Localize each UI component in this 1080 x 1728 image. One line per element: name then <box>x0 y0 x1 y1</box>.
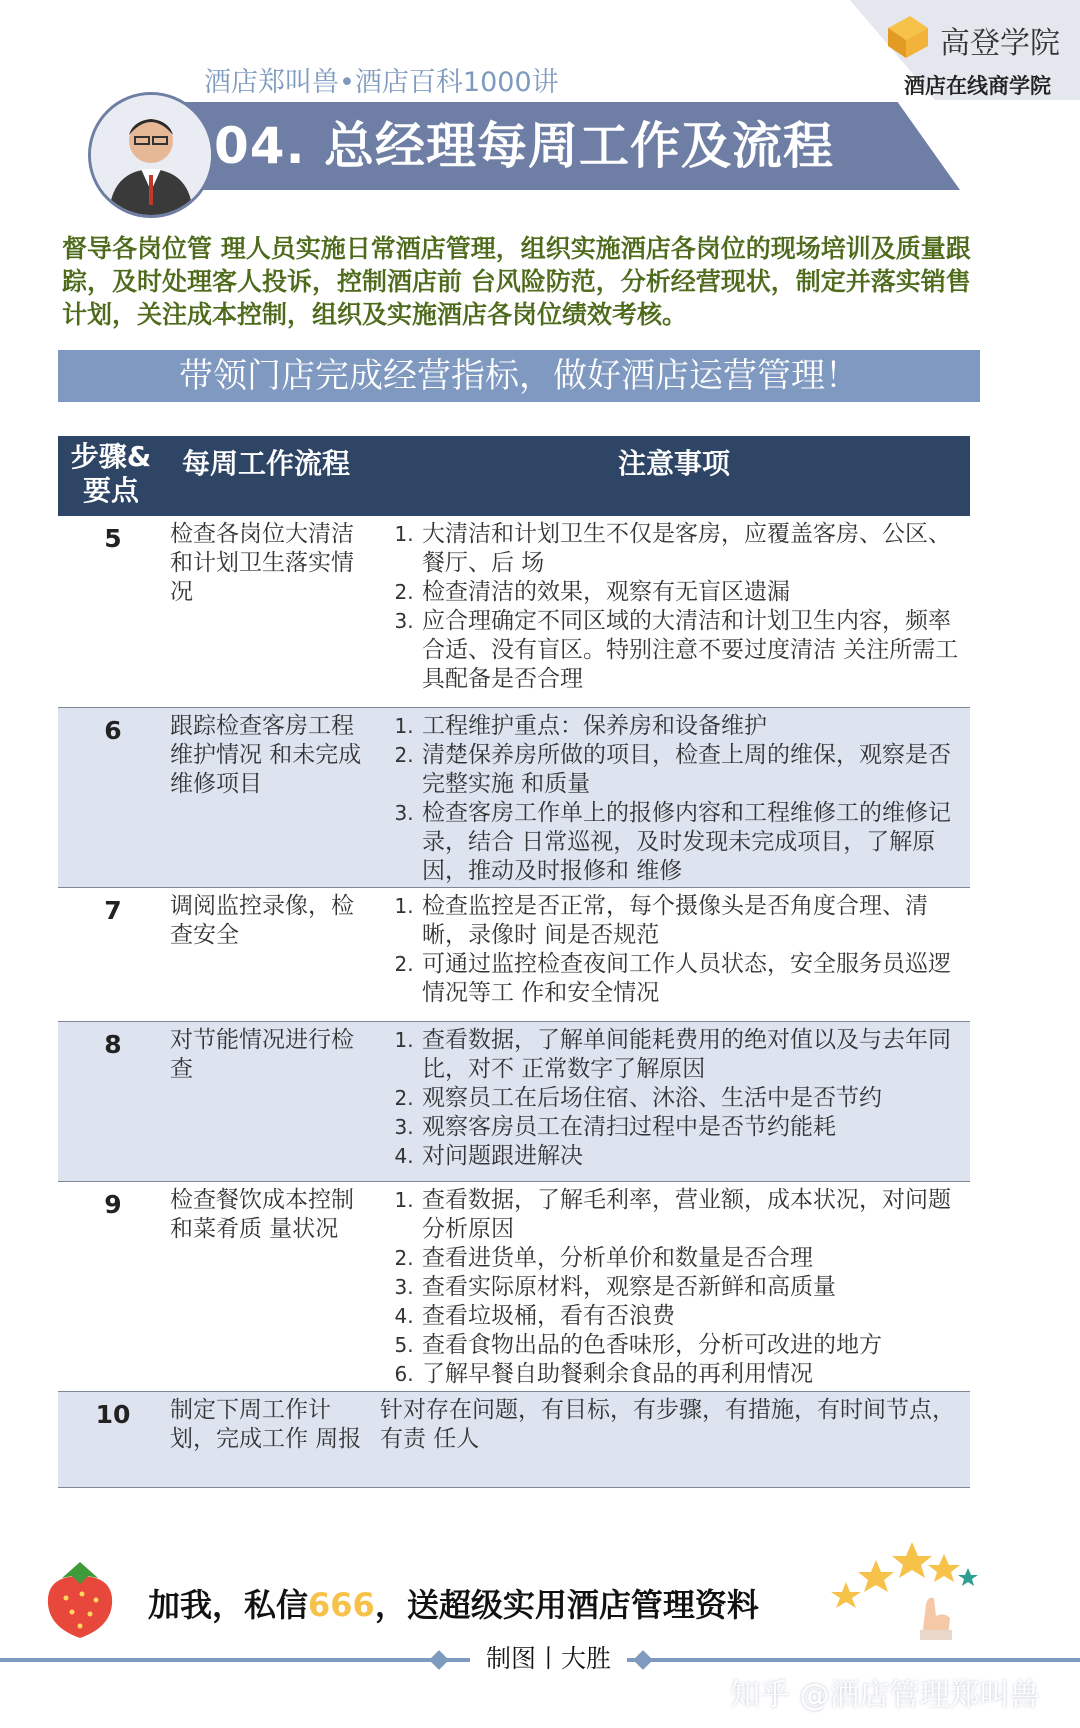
diamond-left-icon <box>429 1650 449 1670</box>
note-item: 3. 检查客房工作单上的报修内容和工程维修工的维修记录，结合 日常巡视，及时发现未完成项目，了解原因，推动及时报修和 维修 <box>420 799 966 886</box>
table-header <box>58 436 970 516</box>
step-number: 5 <box>104 524 122 553</box>
flow-cell: 制定下周工作计划，完成工作 周报 <box>170 1397 362 1452</box>
note-item: 1. 大清洁和计划卫生不仅是客房，应覆盖客房、公区、餐厅、后 场 <box>420 520 966 578</box>
note-item: 1. 检查监控是否正常，每个摄像头是否角度合理、清晰，录像时 间是否规范 <box>420 892 966 950</box>
header-notes: 注意事项 <box>618 447 731 480</box>
credit-text: 制图丨大胜 <box>470 1644 627 1674</box>
brand-name: 高登学院 <box>940 26 1060 61</box>
flow-cell: 调阅监控录像，检查安全 <box>170 893 354 948</box>
note-item: 2. 观察员工在后场住宿、沐浴、生活中是否节约 <box>420 1084 966 1113</box>
person-icon <box>91 95 211 215</box>
note-item: 3. 查看实际原材料，观察是否新鲜和高质量 <box>420 1273 966 1302</box>
note-item: 5. 查看食物出品的色香味形，分析可改进的地方 <box>420 1331 966 1360</box>
note-item: 2. 可通过监控检查夜间工作人员状态，安全服务员巡逻情况等工 作和安全情况 <box>420 950 966 1008</box>
step-number: 10 <box>95 1400 131 1429</box>
page-title: 04. 总经理每周工作及流程 <box>214 117 834 175</box>
table-row <box>58 1182 970 1392</box>
note-item: 2. 清楚保养房所做的项目，检查上周的维保，观察是否完整实施 和质量 <box>420 741 966 799</box>
notes-cell <box>388 892 966 1008</box>
note-item: 1. 查看数据，了解单间能耗费用的绝对值以及与去年同比，对不 正常数字了解原因 <box>420 1026 966 1084</box>
flow-cell: 检查各岗位大清洁和计划卫生落实情况 <box>170 521 354 605</box>
table-row <box>58 888 970 1022</box>
step-number: 6 <box>104 716 122 745</box>
strawberry-icon <box>40 1554 120 1640</box>
header-step: 步骤&要点 <box>70 440 152 507</box>
series-title: 酒店郑叫兽•酒店百科1000讲 <box>204 67 559 98</box>
table-row <box>58 1022 970 1182</box>
flow-cell: 跟踪检查客房工程维护情况 和未完成维修项目 <box>170 713 362 797</box>
cta-suffix: ，送超级实用酒店管理资料 <box>374 1586 759 1624</box>
notes-cell <box>388 520 966 694</box>
slogan-bar: 带领门店完成经营指标，做好酒店运营管理！ <box>58 350 980 402</box>
intro-paragraph: 督导各岗位管 理人员实施日常酒店管理，组织实施酒店各岗位的现场培训及质量跟踪，及时处理客人投诉，控制酒店前 台风险防范，分析经营现状，制定并落实销售计划，关注成本控制，组织及实施酒店各岗位绩效考核。 <box>62 234 971 329</box>
watermark: 知乎 @酒店管理郑叫兽 <box>730 1678 1040 1713</box>
note-item: 3. 应合理确定不同区域的大清洁和计划卫生内容，频率合适、没有盲区。特别注意不要过度清洁 关注所需工具配备是否合理 <box>420 607 966 694</box>
notes-cell <box>388 712 966 886</box>
step-number: 8 <box>104 1030 122 1059</box>
note-item: 1. 工程维护重点：保养房和设备维护 <box>420 712 966 741</box>
note-item: 6. 了解早餐自助餐剩余食品的再利用情况 <box>420 1360 966 1389</box>
flow-cell: 对节能情况进行检查 <box>170 1027 354 1082</box>
flow-cell: 检查餐饮成本控制和菜肴质 量状况 <box>170 1187 354 1242</box>
brand-subtitle: 酒店在线商学院 <box>904 74 1051 98</box>
note-item: 1. 查看数据，了解毛利率，营业额，成本状况，对问题分析原因 <box>420 1186 966 1244</box>
note-item: 3. 观察客房员工在清扫过程中是否节约能耗 <box>420 1113 966 1142</box>
cta-highlight: 666 <box>308 1586 375 1624</box>
step-number: 9 <box>104 1190 122 1219</box>
avatar <box>88 92 214 218</box>
note-item: 2. 查看进货单，分析单价和数量是否合理 <box>420 1244 966 1273</box>
workflow-table <box>58 436 970 1488</box>
brand-logo-icon <box>880 8 934 62</box>
table-row <box>58 516 970 708</box>
header-flow: 每周工作流程 <box>182 447 351 480</box>
note-item: 2. 检查清洁的效果，观察有无盲区遗漏 <box>420 578 966 607</box>
note-item: 4. 对问题跟进解决 <box>420 1142 966 1171</box>
notes-cell <box>388 1026 966 1171</box>
table-row <box>58 1392 970 1488</box>
note-item: 4. 查看垃圾桶，看有否浪费 <box>420 1302 966 1331</box>
step-number: 7 <box>104 896 122 925</box>
cta-text <box>148 1580 759 1626</box>
notes-cell <box>388 1186 966 1389</box>
stars-hand-icon <box>826 1520 986 1640</box>
table-row <box>58 708 970 888</box>
cta-prefix: 加我，私信 <box>148 1586 309 1624</box>
diamond-right-icon <box>633 1650 653 1670</box>
notes-cell: 针对存在问题，有目标，有步骤，有措施，有时间节点，有责 任人 <box>380 1397 955 1452</box>
